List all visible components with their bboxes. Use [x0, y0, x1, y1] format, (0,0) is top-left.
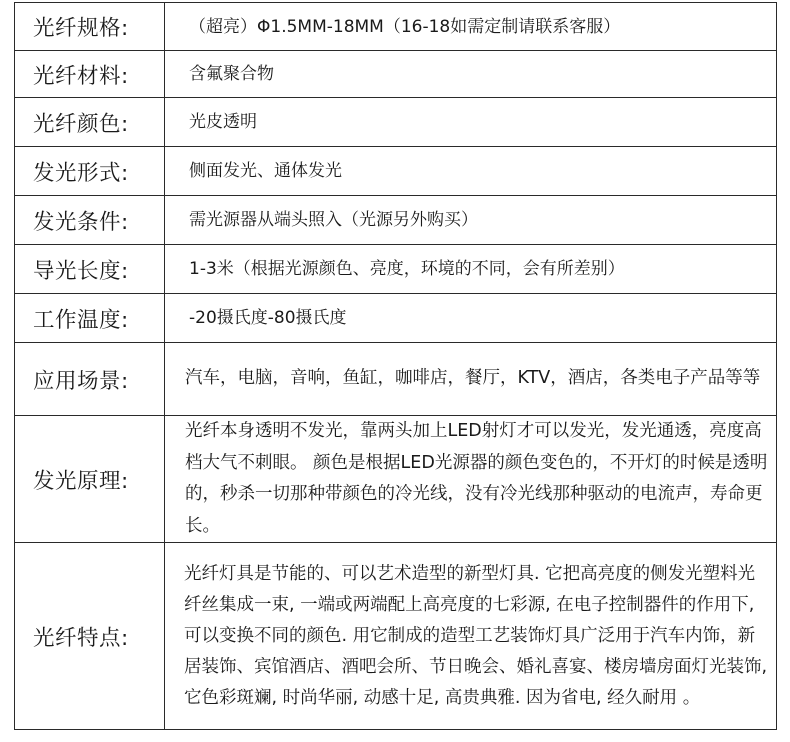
spec-label: 应用场景: [15, 343, 165, 416]
spec-label: 光纤特点: [15, 543, 165, 730]
spec-label: 导光长度: [15, 245, 165, 294]
spec-row-fiber-color [15, 98, 777, 147]
spec-value: 含氟聚合物 [165, 51, 777, 98]
spec-row-fiber-spec [15, 3, 777, 51]
spec-row-features [15, 543, 777, 730]
spec-label: 光纤材料: [15, 51, 165, 98]
spec-row-light-condition [15, 196, 777, 245]
spec-label: 光纤规格: [15, 3, 165, 51]
spec-value: 1-3米（根据光源颜色、亮度，环境的不同，会有所差别） [165, 245, 777, 294]
spec-label: 发光形式: [15, 147, 165, 196]
spec-row-fiber-material [15, 51, 777, 98]
spec-row-application [15, 343, 777, 416]
spec-label: 发光条件: [15, 196, 165, 245]
spec-row-principle [15, 416, 777, 543]
product-spec-table [14, 2, 777, 730]
spec-value: 光纤灯具是节能的、可以艺术造型的新型灯具. 它把高亮度的侧发光塑料光纤丝集成一束, 一端或两端配上高亮度的七彩源, 在电子控制器件的作用下, 可以变换不同的颜色. 用它制成的造型工艺装饰灯具广泛用于汽车内饰，新居装饰、宾馆酒店、酒吧会所、节日晚会、婚礼喜宴、楼房墙房面灯光装饰, 它色彩斑斓, 时尚华丽, 动感十足, 高贵典雅. 因为省电, 经久耐用 。 [165, 543, 777, 730]
spec-value: 汽车，电脑，音响，鱼缸，咖啡店，餐厅，KTV，酒店，各类电子产品等等 [165, 343, 777, 416]
spec-value: -20摄氏度-80摄氏度 [165, 294, 777, 343]
spec-value: 光皮透明 [165, 98, 777, 147]
spec-row-light-form [15, 147, 777, 196]
spec-label: 发光原理: [15, 416, 165, 543]
spec-value: 光纤本身透明不发光，靠两头加上LED射灯才可以发光，发光通透，亮度高档大气不刺眼。 颜色是根据LED光源器的颜色变色的，不开灯的时候是透明的，秒杀一切那种带颜色的冷光线，没有冷光线那种驱动的电流声，寿命更长。 [165, 416, 777, 543]
spec-label: 光纤颜色: [15, 98, 165, 147]
spec-value: 侧面发光、通体发光 [165, 147, 777, 196]
spec-value: （超亮）Φ1.5MM-18MM（16-18如需定制请联系客服） [165, 3, 777, 51]
spec-row-light-length [15, 245, 777, 294]
spec-row-work-temp [15, 294, 777, 343]
spec-label: 工作温度: [15, 294, 165, 343]
spec-value: 需光源器从端头照入（光源另外购买） [165, 196, 777, 245]
